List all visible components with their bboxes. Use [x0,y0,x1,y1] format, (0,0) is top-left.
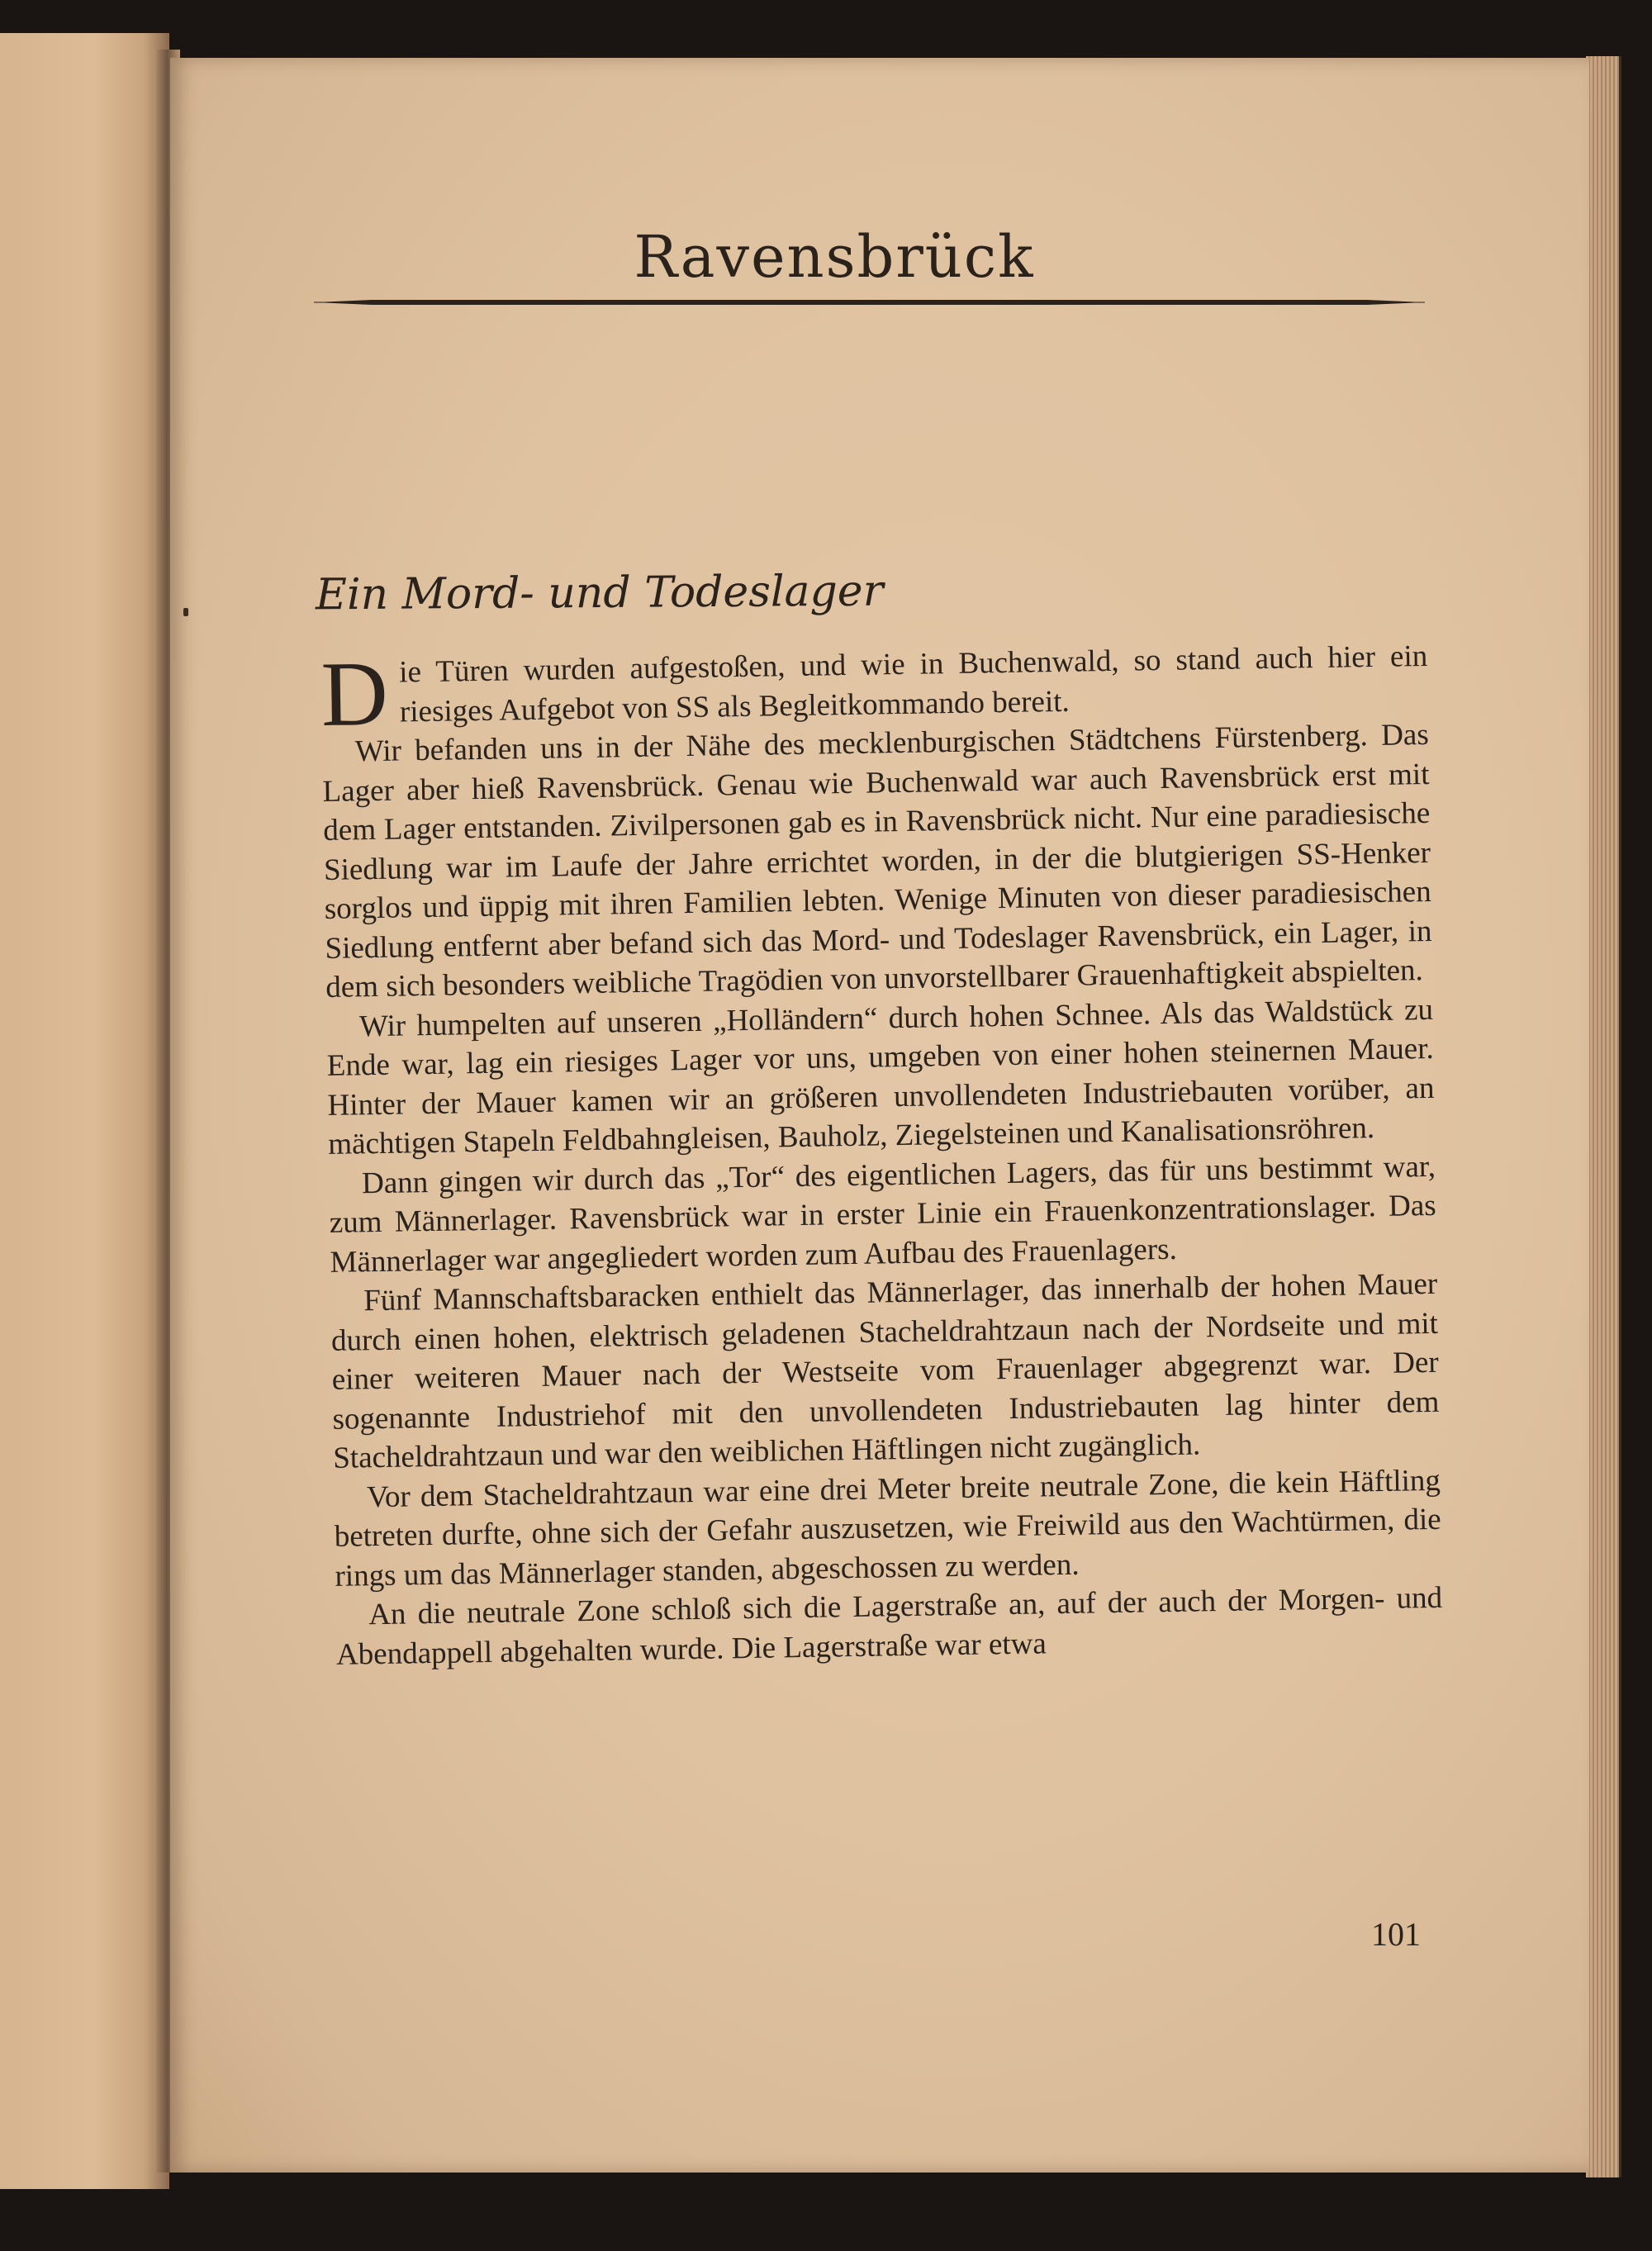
chapter-title: Ravensbrück [634,223,1035,291]
paragraph-6: Vor dem Stacheldrahtzaun war eine drei Meter breite neutrale Zone, die kein Häftling betreten durfte, ohne sich der Gefahr auszusetzen, wie Freiwild aus den Wachtürmen, die rings um das Männerlager standen, abgeschossen zu werden. [334,1463,1441,1593]
drop-cap: D [320,642,389,746]
left-page [0,33,169,2189]
paragraph-2: Wir befanden uns in der Nähe des mecklenburgischen Städtchens Fürstenberg. Das Lager aber hieß Ravensbrück. Genau wie Buchenwald war auch Ravensbrück erst mit dem Lager entstanden. Zivilpersonen gab es in Ravensbrück nicht. Nur eine paradiesische Siedlung war im Laufe der Jahre errichtet worden, in der die blutgierigen SS-Henker sorglos und üppig mit ihren Familien lebten. Wenige Minuten von dieser paradiesischen Siedlung entfernt aber befand sich das Mord- und Todeslager Ravensbrück, ein Lager, in dem sich besonders weibliche Tragödien von unvorstellbarer Grauenhaftigkeit abspielten. [322,717,1432,1004]
page-edges [1586,56,1621,2177]
title-rule [314,297,1425,307]
paragraph-1-text: ie Türen wurden aufgestoßen, und wie in Buchenwald, so stand auch hier ein riesiges Aufgebot von SS als Begleitkommando bereit. [398,639,1428,729]
paragraph-5: Fünf Mannschaftsbaracken enthielt das Männerlager, das innerhalb der hohen Mauer durch einen hohen, elektrisch geladenen Stacheldrahtzaun nach der Nordseite und mit einer weiteren Mauer nach der Westseite vom Frauenlager abgegrenzt war. Der sogenannte Industriehof mit den unvollendeten Industriebauten lag hinter dem Stacheldrahtzaun und war den weiblichen Häftlingen nicht zugänglich. [330,1266,1440,1475]
paragraph-7: An die neutrale Zone schloß sich die Lagerstraße an, auf der auch der Morgen- und Abendappell abgehalten wurde. Die Lagerstraße war etwa [335,1580,1443,1672]
paragraph-4: Dann gingen wir durch das „Tor“ des eigentlichen Lagers, das für uns bestimmt war, zum Männerlager. Ravensbrück war in erster Linie ein Frauenkonzentrationslager. Das Männerlager war angegliedert worden zum Aufbau des Frauenlagers. [329,1149,1436,1280]
page-number: 101 [1371,1916,1421,1953]
body-text [320,637,1443,1674]
ink-speck [183,608,188,616]
paragraph-3: Wir humpelten auf unseren „Holländern“ durch hohen Schnee. Als das Waldstück zu Ende war, lag ein riesiges Lager vor uns, umgeben von einer hohen steinernen Mauer. Hinter der Mauer kamen wir an größeren unvollendeten Industriebauten vorüber, an mächtigen Stapeln Feldbahngleisen, Bauholz, Ziegelsteinen und Kanalisationsröhren. [326,992,1435,1161]
section-heading: Ein Mord- und Todeslager [315,566,884,620]
